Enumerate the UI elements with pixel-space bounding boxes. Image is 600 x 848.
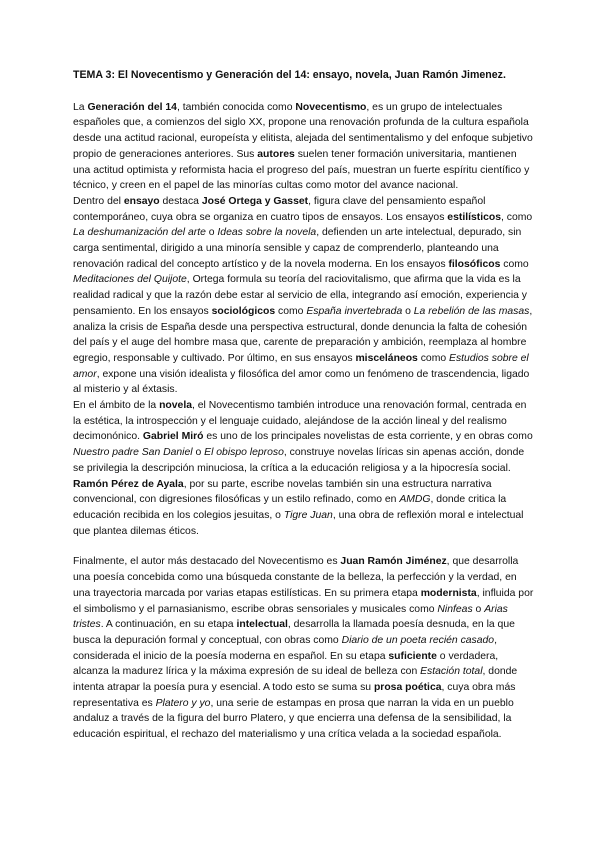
p2-run: Ideas sobre la novela bbox=[217, 227, 317, 239]
p4-run: o verdadera, alcanza la madurez lírica y la máxima expresión de su ideal de belleza con bbox=[73, 650, 499, 678]
p3-run: , el Novecentismo también introduce una renovación formal, centrada en la estética, la introspección y el lenguaje cuidado, alejándose de la acción lineal y del realismo decimonónico. bbox=[73, 400, 527, 443]
p1-run: suelen tener formación universitaria, mantienen una actitud optimista y reformista hacia el progreso del país, muestran un fuerte espíritu científico y técnico, y creen en el papel de las minorías cultas como motor del avance nacional. bbox=[73, 148, 530, 192]
p4-run: Arias tristes bbox=[73, 603, 508, 631]
p2-run: , defienden un arte intelectual, depurado, sin carga sentimental, dirigido a una minoría sensible y capaz de comprenderlo, planteando una renovación radical del concepto artístico y de la novela moderna. En los ensayos bbox=[73, 227, 522, 270]
p3-run: , una obra de reflexión moral e intelectual que plantea dilemas éticos. bbox=[73, 509, 524, 537]
p4-run: , donde intenta atrapar la poesía pura y esencial. A todo esto se suma su bbox=[73, 666, 518, 694]
p4-run: , cuya obra más representativa es bbox=[73, 682, 516, 709]
p4-run: o bbox=[472, 603, 485, 615]
paragraph-ensayo-ortega bbox=[73, 194, 534, 398]
p4-run: , que desarrolla una poesía concebida como una búsqueda constante de la belleza, la perfección y la verdad, en una trayectoria marcada por varias etapas estilísticas. En su primera etapa bbox=[73, 556, 519, 599]
p4-run: Finalmente, el autor más destacado del Novecentismo es bbox=[73, 556, 341, 568]
p3-run: , construye novelas líricas sin apenas acción, donde se privilegia la descripción minuciosa, la crítica a la educación religiosa y a la hipocresía social. bbox=[73, 447, 525, 474]
p4-run: prosa poética bbox=[373, 682, 442, 694]
p2-run: como bbox=[417, 352, 450, 364]
p2-run: , analiza la crisis de España desde una perspectiva estructural, donde denuncia la falta de cohesión del país y el auge del hombre masa que, carente de preparación y ambición, reemplaza al hombre egregio, responsable y cultivado. Por último, en sus ensayos bbox=[73, 305, 533, 364]
p4-run: Platero y yo bbox=[155, 697, 211, 709]
p3-run: Tigre Juan bbox=[283, 509, 333, 521]
p4-run: , una serie de estampas en prosa que narran la vida en un pueblo andaluz a través de la figura del burro Platero, y que encierra una defensa de la sensibilidad, la educación espiritual, el rechazo del materialismo y una crítica velada a la sociedad española. bbox=[73, 697, 514, 741]
p2-run: Dentro del bbox=[73, 195, 124, 207]
p2-run: estilísticos bbox=[447, 211, 502, 223]
p2-run: ensayo bbox=[123, 195, 160, 207]
paragraph-juan-ramon-jimenez bbox=[73, 554, 534, 742]
p3-run: es uno de los principales novelistas de esta corriente, y en obras como bbox=[203, 431, 533, 443]
p2-run: Estudios sobre el amor bbox=[73, 352, 529, 380]
p1-run: , también conocida como bbox=[176, 101, 296, 113]
p2-run: , figura clave del pensamiento español contemporáneo, cuya obra se organiza en cuatro tipos de ensayos. Los ensayos bbox=[73, 195, 486, 223]
p2-run: filosóficos bbox=[448, 258, 501, 270]
p2-run: como bbox=[500, 258, 529, 270]
p3-run: , donde critica la educación recibida en los colegios jesuitas, o bbox=[73, 494, 507, 521]
p3-run: AMDG bbox=[399, 494, 431, 506]
p4-run: , considerada el inicio de la poesía moderna en español. En su etapa bbox=[73, 634, 497, 662]
p2-run: Meditaciones del Quijote bbox=[73, 274, 187, 286]
p2-run: , expone una visión idealista y filosófica del amor como un fenómeno de trascendencia, ligado al misterio y al éxtasis. bbox=[73, 368, 530, 396]
p2-run: sociológicos bbox=[211, 305, 276, 317]
p2-run: , como bbox=[501, 211, 533, 223]
p4-run: Diario de un poeta recién casado bbox=[341, 634, 495, 646]
p1-run: autores bbox=[257, 148, 295, 160]
p4-run: modernista bbox=[420, 587, 477, 599]
p4-run: suficiente bbox=[388, 650, 437, 662]
p3-run: , por su parte, escribe novelas también sin una estructura narrativa convencional, con digresiones filosóficas y un estilo refinado, como en bbox=[73, 478, 492, 506]
p2-run: La deshumanización del arte bbox=[73, 227, 206, 239]
document-title: TEMA 3: El Novecentismo y Generación del 14: ensayo, novela, Juan Ramón Jimenez. bbox=[73, 69, 506, 81]
p3-run: En el ámbito de la bbox=[73, 400, 160, 412]
p2-run: destaca bbox=[159, 195, 202, 207]
p2-run: o bbox=[402, 305, 414, 317]
p4-run: intelectual bbox=[236, 619, 288, 631]
p2-run: España invertebrada bbox=[306, 305, 403, 317]
p3-run: El obispo leproso bbox=[204, 447, 284, 459]
p1-run: Novecentismo bbox=[295, 101, 367, 113]
p4-run: Juan Ramón Jiménez bbox=[340, 556, 447, 568]
p3-run: Ramón Pérez de Ayala bbox=[73, 478, 184, 490]
p3-run: o bbox=[192, 447, 205, 459]
p1-run: La bbox=[73, 101, 88, 113]
p1-run: , es un grupo de intelectuales españoles que, a comienzos del siglo XX, propone una renovación profunda de la cultura española desde una actitud racional, europeísta y elitista, alejada del sentimentalismo y del enfoque subjetivo propio de generaciones anteriores. Sus bbox=[73, 101, 533, 160]
p2-run: misceláneos bbox=[355, 352, 418, 364]
p2-run: José Ortega y Gasset bbox=[201, 195, 309, 207]
paragraph-generacion-14 bbox=[73, 100, 534, 194]
p1-run: Generación del 14 bbox=[87, 101, 177, 113]
p4-run: Ninfeas bbox=[437, 603, 473, 615]
p3-run: Gabriel Miró bbox=[142, 431, 204, 443]
p2-run: , Ortega formula su teoría del raciovitalismo, que afirma que la vida es la realidad radical y que la razón debe estar al servicio de ella, integrando así emoción, experiencia y pensamiento. En los ensayos bbox=[73, 274, 527, 317]
p4-run: . A continuación, en su etapa bbox=[100, 619, 237, 631]
p3-run: Nuestro padre San Daniel bbox=[73, 447, 193, 459]
p2-run: La rebelión de las masas bbox=[413, 305, 530, 317]
p2-run: como bbox=[275, 305, 307, 317]
p4-run: Estación total bbox=[420, 666, 483, 678]
p2-run: o bbox=[205, 227, 218, 239]
paragraph-novela bbox=[73, 398, 534, 539]
p4-run: , desarrolla la llamada poesía desnuda, en la que busca la depuración formal y conceptual, con obras como bbox=[73, 619, 515, 646]
p4-run: , influida por el simbolismo y el parnasianismo, escribe obras sensoriales y musicales como bbox=[73, 587, 534, 615]
p3-run: novela bbox=[159, 400, 192, 412]
